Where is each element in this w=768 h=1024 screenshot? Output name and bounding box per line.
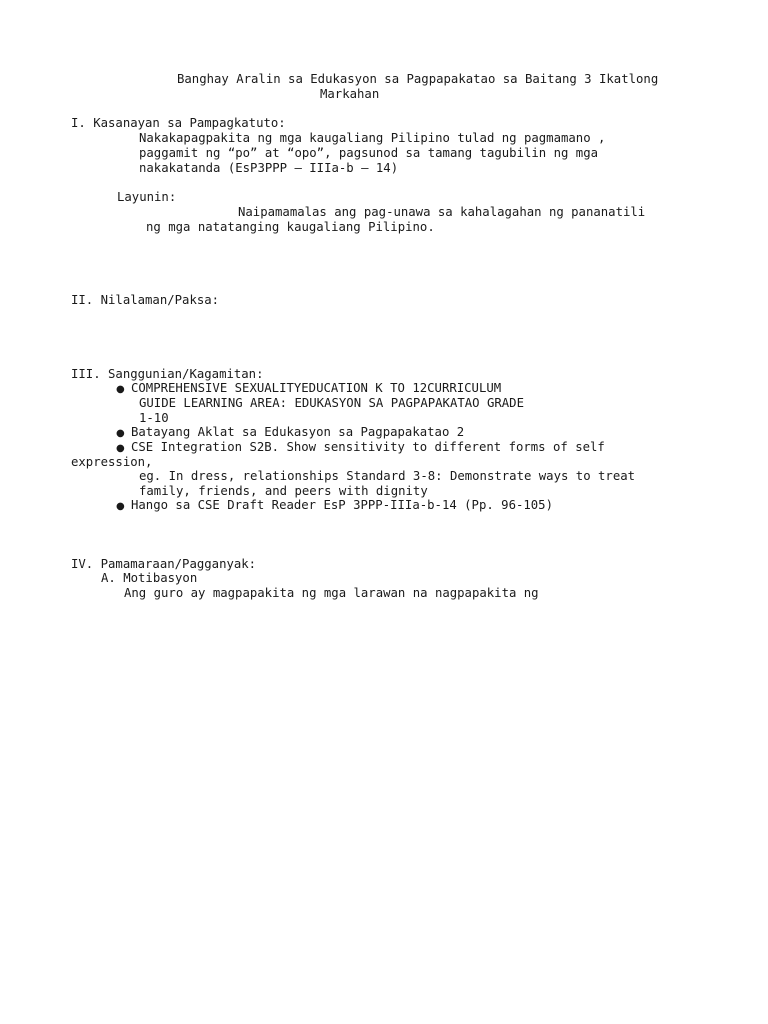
reference-item-1-line: GUIDE LEARNING AREA: EDUKASYON SA PAGPAPAKATAO GRADE (139, 396, 524, 410)
layunin-text-line: ng mga natatanging kaugaliang Pilipino. (146, 220, 435, 234)
reference-item-3-line: family, friends, and peers with dignity (139, 484, 428, 498)
section-2-heading: II. Nilalaman/Paksa: (71, 293, 220, 307)
section-3-heading: III. Sanggunian/Kagamitan: (71, 367, 264, 381)
reference-item-3-line: eg. In dress, relationships Standard 3-8: Demonstrate ways to treat (139, 469, 636, 483)
bullet-icon: ● (116, 443, 125, 454)
bullet-icon: ● (116, 428, 125, 439)
section-1-text-line: paggamit ng “po” at “opo”, pagsunod sa tamang tagubilin ng mga (139, 146, 599, 160)
reference-item-4: Hango sa CSE Draft Reader EsP 3PPP-IIIa-b-14 (Pp. 96-105) (131, 498, 553, 512)
section-4-heading: IV. Pamamaraan/Pagganyak: (71, 557, 257, 571)
document-title-line-1: Banghay Aralin sa Edukasyon sa Pagpapakatao sa Baitang 3 Ikatlong (177, 72, 659, 86)
reference-item-3-line: expression, (71, 455, 153, 469)
reference-item-2: Batayang Aklat sa Edukasyon sa Pagpapakatao 2 (131, 425, 465, 439)
bullet-icon: ● (116, 384, 125, 395)
section-1-text-line: Nakakapagpakita ng mga kaugaliang Pilipino tulad ng pagmamano , (139, 131, 606, 145)
section-1-text-line: nakakatanda (EsP3PPP – IIIa-b – 14) (139, 161, 399, 175)
layunin-label: Layunin: (117, 190, 177, 204)
subsection-a-heading: A. Motibasyon (101, 571, 198, 585)
motibasyon-text: Ang guro ay magpapakita ng mga larawan na nagpapakita ng (124, 586, 539, 600)
document-title-line-2: Markahan (320, 87, 380, 101)
reference-item-1-line: COMPREHENSIVE SEXUALITYEDUCATION K TO 12CURRICULUM (131, 381, 502, 395)
reference-item-3-line: CSE Integration S2B. Show sensitivity to different forms of self (131, 440, 605, 454)
reference-item-1-line: 1-10 (139, 411, 169, 425)
layunin-text-line: Naipamamalas ang pag-unawa sa kahalagahan ng pananatili (238, 205, 646, 219)
section-1-heading: I. Kasanayan sa Pampagkatuto: (71, 116, 286, 130)
bullet-icon: ● (116, 501, 125, 512)
